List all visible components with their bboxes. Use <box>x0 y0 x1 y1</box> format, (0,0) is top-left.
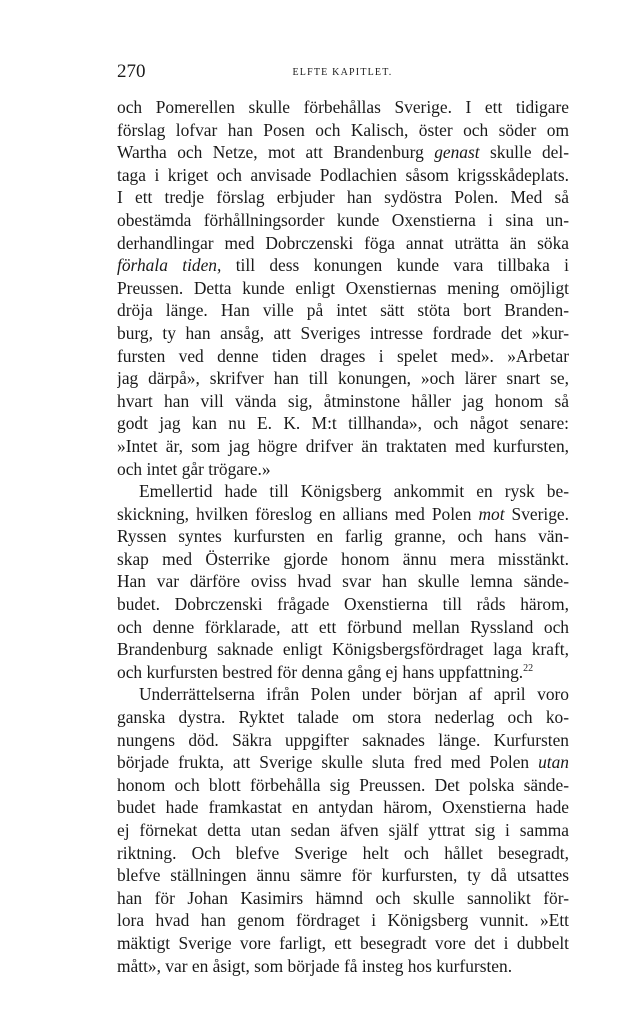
text-segment: skickning, hvilken föreslog en allians med Polen <box>117 503 479 524</box>
text-line <box>117 164 569 187</box>
text-segment: mäktigt Sverige vore farligt, ett besegradt vore det i dubbelt <box>117 932 569 953</box>
text-segment: budet. Dobrczenski frågade Oxenstierna till råds härom, <box>117 594 569 615</box>
text-line <box>117 232 569 255</box>
text-line <box>117 683 569 706</box>
paragraph <box>117 96 569 480</box>
text-segment: Underrättelserna ifrån Polen under början af april voro <box>139 684 569 705</box>
text-line <box>117 345 569 368</box>
text-segment: Preussen. Detta kunde enligt Oxenstiernas mening omöjligt <box>117 277 569 298</box>
text-segment: blefve ställningen ännu sämre för kurfursten, ty då utsattes <box>117 865 569 886</box>
text-line <box>117 638 569 661</box>
page-number: 270 <box>117 61 146 82</box>
text-segment: Ryssen syntes kurfursten en farlig granne, och hans vän- <box>117 526 569 547</box>
text-segment: jag därpå», skrifver han till konungen, »och lärer snart se, <box>117 368 569 389</box>
text-line <box>117 277 569 300</box>
running-head: ELFTE KAPITLET. <box>292 67 393 78</box>
text-line <box>117 955 569 978</box>
text-segment: Wartha och Netze, mot att Brandenburg <box>117 142 435 163</box>
text-line <box>117 525 569 548</box>
text-line <box>117 932 569 955</box>
page-header <box>117 60 568 84</box>
text-segment: mått», var en åsigt, som började få insteg hos kurfursten. <box>117 955 513 976</box>
text-line <box>117 435 569 458</box>
paragraph <box>117 480 569 683</box>
text-line <box>117 412 569 435</box>
text-segment: Emellertid hade till Königsberg ankommit en rysk be- <box>139 481 569 502</box>
text-line <box>117 570 569 593</box>
text-segment: ej förnekat detta utan sedan äfven själf yttrat sig i samma <box>117 820 569 840</box>
text-line <box>117 119 569 142</box>
italic-text: förhala tiden, <box>117 255 222 276</box>
text-segment: derhandlingar med Dobrczenski föga annat uträtta än söka <box>117 232 569 253</box>
text-line <box>117 186 569 209</box>
text-line <box>117 390 569 413</box>
text-segment: och denne förklarade, att ett förbund mellan Ryssland och <box>117 616 569 637</box>
text-segment: fursten ved denne tiden drages i spelet med». »Arbetar <box>117 345 569 366</box>
text-line <box>117 458 569 481</box>
italic-text: mot <box>478 503 505 524</box>
text-line <box>117 864 569 887</box>
text-line <box>117 141 569 164</box>
paragraph <box>117 683 569 977</box>
text-segment: skulle del- <box>479 142 569 163</box>
text-segment: »Intet är, som jag högre drifver än traktaten med kurfursten, <box>117 435 569 456</box>
text-line <box>117 774 569 797</box>
text-segment: och Pomerellen skulle förbehållas Sverige. I ett tidigare <box>117 97 569 117</box>
text-line <box>117 503 569 526</box>
text-line <box>117 751 569 774</box>
text-segment: godt jag kan nu E. K. M:t tillhanda», och något senare: <box>117 413 569 434</box>
text-segment: Han var därföre oviss hvad svar han skulle lemna sände- <box>117 571 569 592</box>
text-segment: skap med Österrike gjorde honom ännu mera misstänkt. <box>117 548 569 569</box>
text-segment: I ett tredje förslag erbjuder han sydöstra Polen. Med så <box>117 187 569 208</box>
text-segment: budet hade framkastat en antydan härom, Oxenstierna hade <box>117 797 569 818</box>
text-line <box>117 842 569 865</box>
text-segment: förslag lofvar han Posen och Kalisch, öster och söder om <box>117 119 569 140</box>
text-segment: honom och blott förbehålla sig Preussen. Det polska sände- <box>117 774 569 795</box>
text-segment: burg, ty han ansåg, att Sveriges intresse fordrade det »kur- <box>117 322 569 343</box>
text-segment: Brandenburg saknade enligt Königsbergsfördraget laga kraft, <box>117 639 569 660</box>
text-line <box>117 796 569 819</box>
text-segment: och kurfursten bestred för denna gång ej hans uppfattning. <box>117 661 524 682</box>
text-segment: ganska dystra. Ryktet talade om stora nederlag och ko- <box>117 707 569 728</box>
text-line <box>117 819 569 842</box>
text-line <box>117 706 569 729</box>
text-line <box>117 729 569 752</box>
text-segment: han för Johan Kasimirs hämnd och skulle sannolikt för- <box>117 887 569 908</box>
text-line <box>117 887 569 910</box>
text-segment: och intet går trögare.» <box>117 458 271 479</box>
text-segment: började frukta, att Sverige skulle sluta fred med Polen <box>117 752 539 773</box>
italic-text: utan <box>538 752 569 773</box>
footnote-marker: 22 <box>523 662 534 674</box>
text-segment: nungens död. Säkra uppgifter saknades länge. Kurfursten <box>117 729 569 750</box>
text-segment: hvart han vill vända sig, åtminstone håller jag honom så <box>117 390 569 411</box>
text-line <box>117 661 569 684</box>
text-line <box>117 209 569 232</box>
text-segment: till dess konungen kunde vara tillbaka i <box>221 255 569 276</box>
text-line <box>117 299 569 322</box>
text-segment: dröja länge. Han ville på intet sätt stöta bort Branden- <box>117 300 569 321</box>
text-segment: riktning. Och blefve Sverige helt och hållet besegradt, <box>117 842 569 863</box>
text-segment: taga i kriget och anvisade Podlachien såsom krigsskådeplats. <box>117 164 569 185</box>
body-text <box>117 96 569 977</box>
text-line <box>117 480 569 503</box>
text-line <box>117 96 569 119</box>
text-segment: obestämda förhållningsorder kunde Oxenstierna i sina un- <box>117 209 569 230</box>
text-line <box>117 322 569 345</box>
text-segment: lora hvad han genom fördraget i Königsberg vunnit. »Ett <box>117 910 569 931</box>
text-segment: Sverige. <box>504 503 569 524</box>
text-line <box>117 254 569 277</box>
text-line <box>117 593 569 616</box>
text-line <box>117 367 569 390</box>
text-line <box>117 909 569 932</box>
text-line <box>117 616 569 639</box>
italic-text: genast <box>434 142 480 163</box>
text-line <box>117 548 569 571</box>
